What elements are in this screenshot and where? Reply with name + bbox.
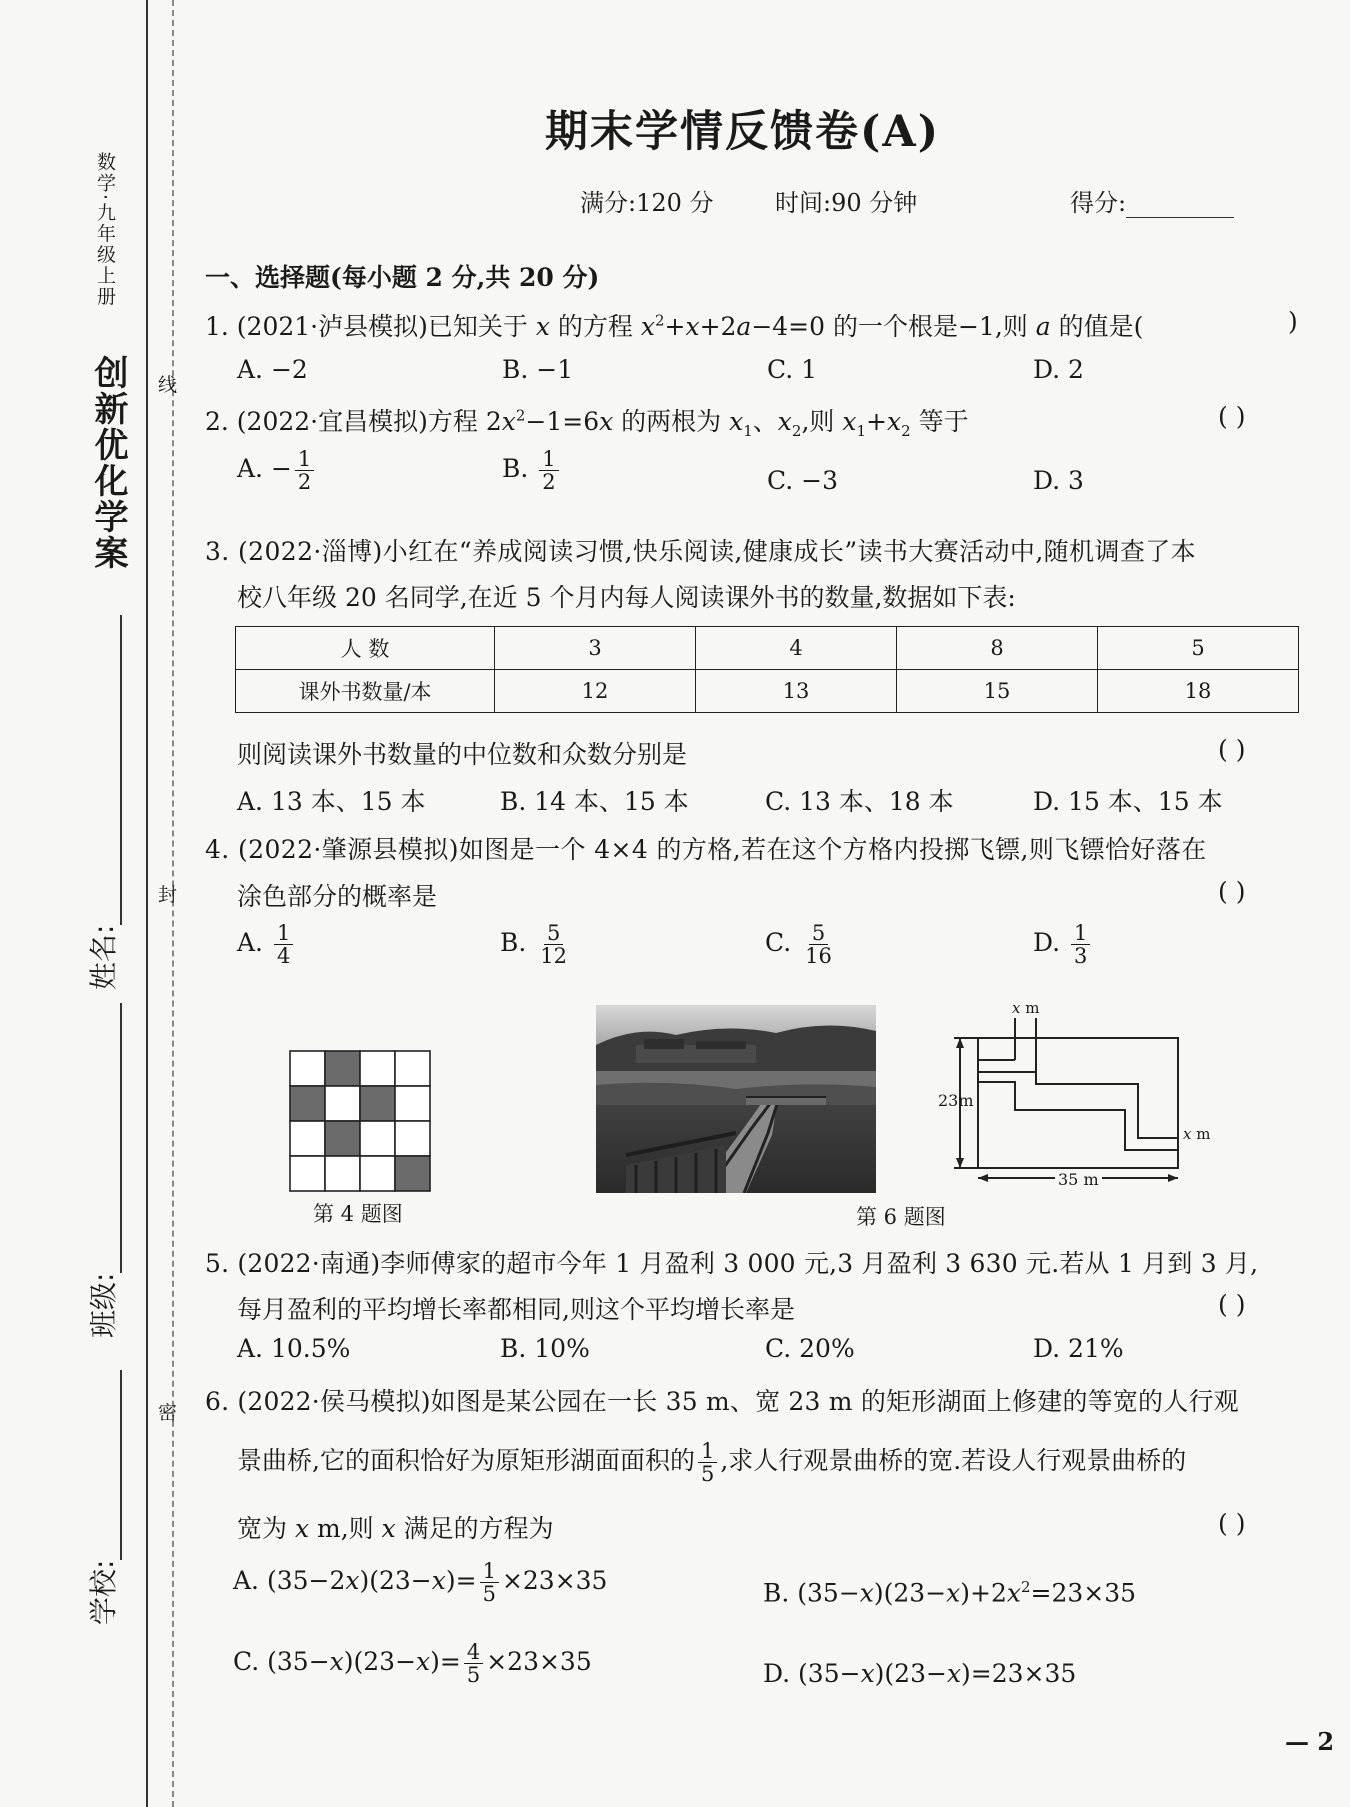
q1-option-d[interactable]: D. 2 <box>1033 355 1084 384</box>
question-5-line2: 每月盈利的平均增长率都相同,则这个平均增长率是 <box>237 1295 795 1324</box>
grid-cell <box>360 1156 395 1191</box>
answer-bracket-2[interactable]: ( ) <box>1218 402 1246 431</box>
grid-cell <box>290 1156 325 1191</box>
brand-logo: 创新优化学案 <box>88 355 128 571</box>
section-title: 一、选择题(每小题 2 分,共 20 分) <box>205 263 600 292</box>
q4-option-d[interactable]: D. $\frac{1}{3}$ <box>1033 922 1093 967</box>
question-4-line1: 4. (2022·肇源县模拟)如图是一个 4×4 的方格,若在这个方格内投掷飞镖,则飞镖恰好落在 <box>205 835 1207 864</box>
q5-option-a[interactable]: A. 10.5% <box>237 1334 351 1363</box>
q5-option-d[interactable]: D. 21% <box>1033 1334 1124 1363</box>
q2-option-c[interactable]: C. −3 <box>767 466 838 495</box>
score-field[interactable] <box>1070 183 1234 218</box>
table-cell: 3 <box>495 627 696 670</box>
margin-rule-outer <box>146 0 148 1807</box>
table-header-cell: 人 数 <box>236 627 495 670</box>
table-row <box>236 627 1299 670</box>
mark-xian: 线 <box>158 374 178 396</box>
grid-cell-shaded <box>325 1121 360 1156</box>
q4-option-a[interactable]: A. $\frac{1}{4}$ <box>237 922 296 967</box>
table-row <box>236 670 1299 713</box>
grid-cell <box>290 1051 325 1086</box>
grid-cell-shaded <box>395 1156 430 1191</box>
grid-cell <box>325 1156 360 1191</box>
class-label: 班级: <box>87 1272 120 1338</box>
q1-option-c[interactable]: C. 1 <box>767 355 818 384</box>
answer-bracket-1[interactable]: ) <box>1288 307 1298 336</box>
table-cell: 13 <box>696 670 897 713</box>
q6-option-d[interactable]: D. (35−x)(23−x)=23×35 <box>763 1659 1077 1688</box>
name-label: 姓名: <box>87 924 120 990</box>
answer-bracket-5[interactable]: ( ) <box>1218 1290 1246 1319</box>
question-6-line1: 6. (2022·侯马模拟)如图是某公园在一长 35 m、宽 23 m 的矩形湖面上修建的等宽的人行观 <box>205 1387 1239 1416</box>
q6-option-c[interactable]: C. (35−x)(23−x)= $\frac{4}{5}$ ×23×35 <box>233 1640 592 1688</box>
q1-option-a[interactable]: A. −2 <box>237 355 308 384</box>
mark-mi: 密 <box>158 1402 178 1424</box>
table-cell: 12 <box>495 670 696 713</box>
class-field[interactable] <box>82 1003 122 1338</box>
school-label: 学校: <box>87 1559 120 1625</box>
q1-option-b[interactable]: B. −1 <box>502 355 574 384</box>
school-field[interactable] <box>82 1370 122 1625</box>
grid-cell <box>395 1086 430 1121</box>
grid-cell <box>395 1121 430 1156</box>
score-label: 得分: <box>1070 189 1127 217</box>
question-3-line3: 则阅读课外书数量的中位数和众数分别是 <box>237 740 688 769</box>
q6-option-b[interactable]: B. $(35-x)(23-x)+2x^2=23\times 35$ <box>763 1578 1137 1608</box>
label-xm-right: x m <box>1183 1125 1211 1143</box>
q2-option-d[interactable]: D. 3 <box>1033 466 1084 495</box>
question-2: 2. (2022·宜昌模拟)方程 $2x^2-1=6x$ 的两根为 $x_1$、$x_2$,则 $x_1+x_2$ 等于 <box>205 406 969 440</box>
grid-cell <box>395 1051 430 1086</box>
q3-option-c[interactable]: C. 13 本、18 本 <box>765 787 954 816</box>
table-cell: 18 <box>1098 670 1299 713</box>
table-cell: 5 <box>1098 627 1299 670</box>
figure-4-grid <box>287 1048 433 1194</box>
question-6-line3: 宽为 x m,则 x 满足的方程为 <box>237 1514 554 1543</box>
grid-cell <box>325 1086 360 1121</box>
page-number: — 2 <box>1285 1727 1335 1756</box>
answer-bracket-6[interactable]: ( ) <box>1218 1509 1246 1538</box>
grid-cell-shaded <box>360 1086 395 1121</box>
figure-6-caption: 第 6 题图 <box>856 1205 946 1229</box>
lake-rectangle <box>978 1038 1178 1168</box>
exam-time: 时间:90 分钟 <box>775 189 918 217</box>
label-xm-top: x m <box>1012 999 1040 1017</box>
figure-6-diagram <box>940 1000 1220 1196</box>
label-35m: 35 m <box>1055 1170 1102 1189</box>
reading-data-table <box>235 626 1299 713</box>
name-field[interactable] <box>82 615 122 990</box>
table-cell: 4 <box>696 627 897 670</box>
label-23m: 23m <box>938 1091 974 1110</box>
question-3-line2: 校八年级 20 名同学,在近 5 个月内每人阅读课外书的数量,数据如下表: <box>237 583 1016 612</box>
bridge-edge-outer <box>978 1082 1178 1150</box>
q2-option-a[interactable]: A. − $\frac{1}{2}$ <box>237 448 317 493</box>
q3-option-a[interactable]: A. 13 本、15 本 <box>237 787 426 816</box>
grid-cell <box>360 1051 395 1086</box>
question-4-line2: 涂色部分的概率是 <box>237 882 438 911</box>
lake-bridge-photo <box>596 1005 876 1193</box>
question-6-line2: 景曲桥,它的面积恰好为原矩形湖面面积的 $\frac{1}{5}$ ,求人行观景曲桥的宽.若设人行观景曲桥的 <box>237 1439 1187 1487</box>
table-header-cell: 课外书数量/本 <box>236 670 495 713</box>
table-cell: 8 <box>897 627 1098 670</box>
table-cell: 15 <box>897 670 1098 713</box>
mark-feng: 封 <box>158 884 178 906</box>
answer-bracket-4[interactable]: ( ) <box>1218 877 1246 906</box>
grid-cell <box>290 1121 325 1156</box>
question-3-line1: 3. (2022·淄博)小红在“养成阅读习惯,快乐阅读,健康成长”读书大赛活动中,随机调查了本 <box>205 537 1197 566</box>
q2-option-b[interactable]: B. $\frac{1}{2}$ <box>502 448 562 493</box>
q4-option-b[interactable]: B. $\frac{5}{12}$ <box>500 921 567 969</box>
q5-option-b[interactable]: B. 10% <box>500 1334 590 1363</box>
grid-cell-shaded <box>325 1051 360 1086</box>
grid-cell <box>360 1121 395 1156</box>
subject-label: 数学·九年级上册 <box>94 152 116 308</box>
q6-option-a[interactable]: A. (35−2x)(23−x)= $\frac{1}{5}$ ×23×35 <box>233 1559 608 1607</box>
figure-4-caption: 第 4 题图 <box>313 1202 403 1226</box>
full-score: 满分:120 分 <box>580 189 714 217</box>
page-title: 期末学情反馈卷(A) <box>545 107 941 157</box>
question-5-line1: 5. (2022·南通)李师傅家的超市今年 1 月盈利 3 000 元,3 月盈利 3 630 元.若从 1 月到 3 月, <box>205 1249 1259 1278</box>
q4-option-c[interactable]: C. $\frac{5}{16}$ <box>765 921 832 969</box>
q5-option-c[interactable]: C. 20% <box>765 1334 855 1363</box>
q3-option-d[interactable]: D. 15 本、15 本 <box>1033 787 1223 816</box>
answer-bracket-3[interactable]: ( ) <box>1218 735 1246 764</box>
school-line <box>120 1370 122 1560</box>
grid-cell-shaded <box>290 1086 325 1121</box>
name-line <box>120 615 122 925</box>
score-line <box>1126 191 1234 218</box>
class-line <box>120 1003 122 1273</box>
q3-option-b[interactable]: B. 14 本、15 本 <box>500 787 689 816</box>
question-1: 1. (2021·泸县模拟)已知关于 x 的方程 $x^2+x+2a-4=0$ 的一个根是−1,则 a 的值是( <box>205 311 1144 341</box>
